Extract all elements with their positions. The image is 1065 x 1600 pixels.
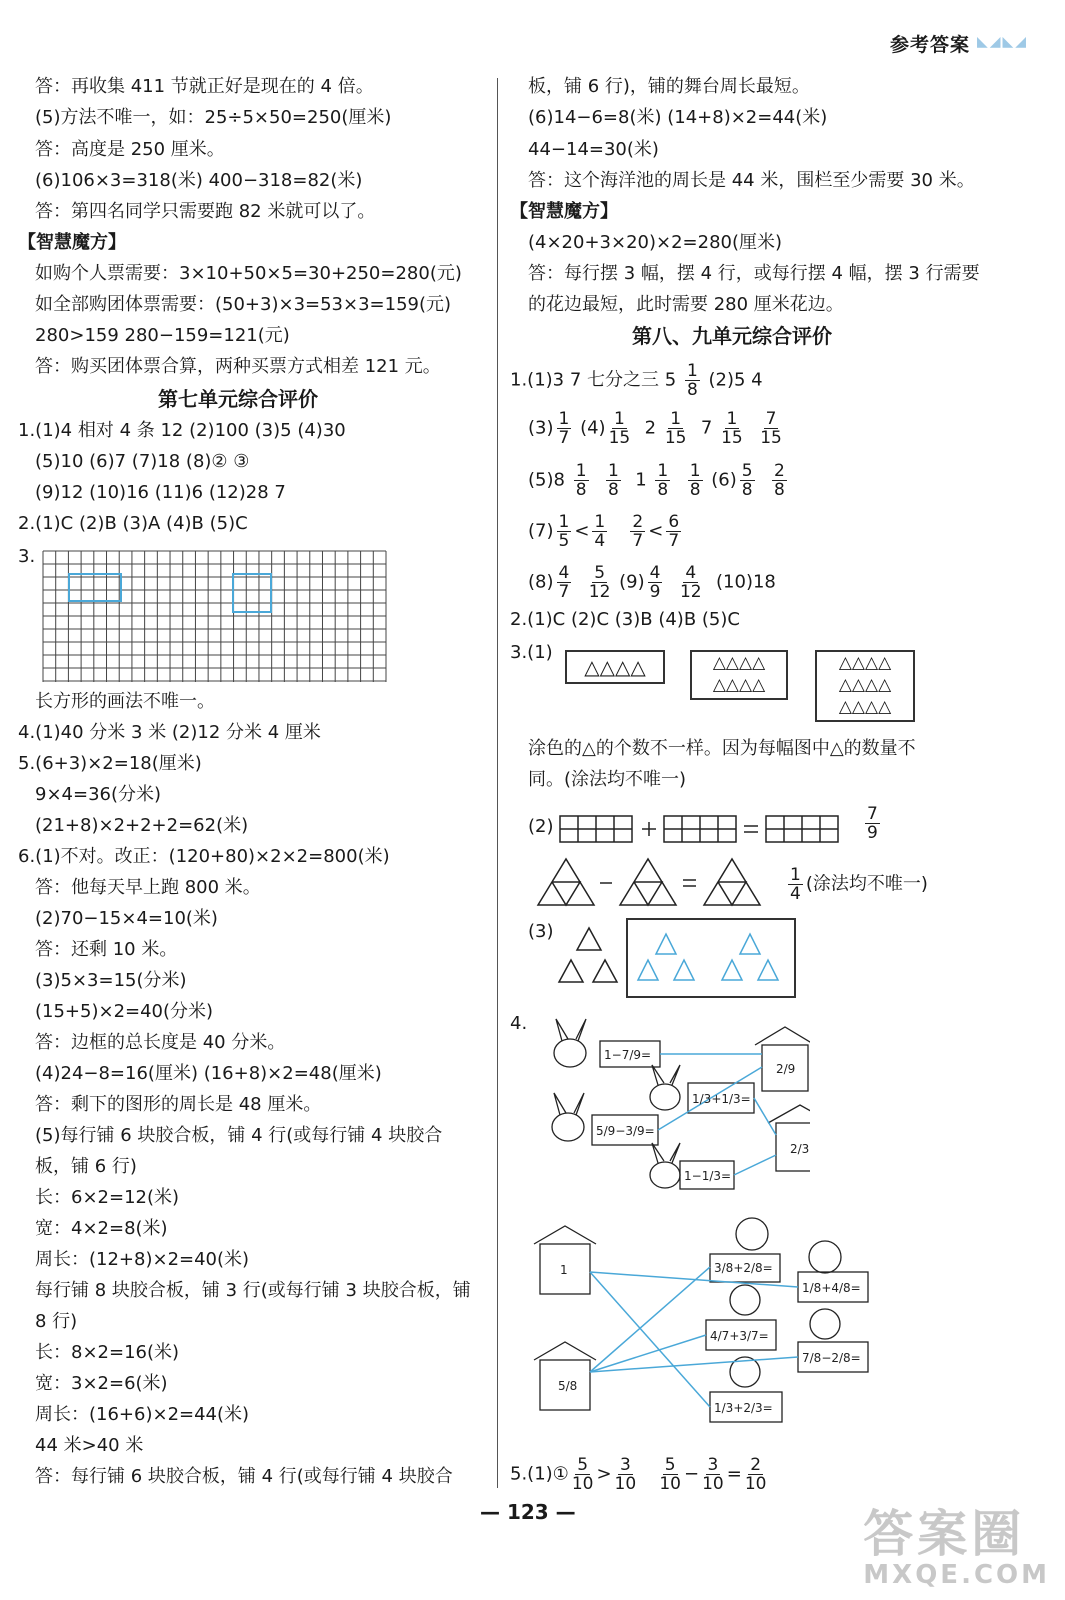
section-label: 【智慧魔方】 [510,201,618,222]
text-line: 每行铺 8 块胶合板，铺 3 行(或每行铺 3 块胶合板，铺 [35,1280,471,1301]
triangle-answer-box [626,918,796,998]
svg-text:5/8: 5/8 [558,1379,578,1393]
fraction: $\frac{7}{15}$ [760,409,782,448]
answer-text: (2)5 4 [708,369,763,391]
fraction: $\frac{4}{7}$ [558,563,570,602]
text-line: (6)14−6=8(米) (14+8)×2=44(米) [528,107,828,128]
fraction: $\frac{1}{5}$ [558,512,570,551]
fraction: $\frac{4}{9}$ [649,563,661,602]
column-divider [497,78,498,1488]
text-line: (2)70−15×4=10(米) [35,908,218,929]
text-line: 周长：(12+8)×2=40(米) [35,1249,250,1270]
text-line: 9×4=36(分米) [35,784,162,805]
text-line: 答：这个海洋池的周长是 44 米，围栏至少需要 30 米。 [528,170,975,191]
text-line: 答：第四名同学只需要跑 82 米就可以了。 [35,201,376,222]
text-line: 答：高度是 250 厘米。 [35,139,225,160]
text-line: (3)5×3=15(分米) [35,970,187,991]
header-title: 参考答案 [889,34,970,56]
rabbit-matching [540,1015,810,1200]
fraction: $\frac{2}{8}$ [774,461,785,500]
text-line: 44−14=30(米) [528,139,659,160]
text-line: 3.(1) [510,642,553,663]
text-line: 同。(涂法均不唯一) [528,769,687,790]
text-line: 8 行) [35,1311,78,1332]
text-line: 280>159 280−159=121(元) [35,325,290,346]
fraction: $\frac{1}{8}$ [686,361,698,400]
page-number: — 123 — [480,1500,576,1524]
section-title: 第七单元综合评价 [158,387,318,411]
square-answer-2 [233,574,271,612]
text-line: 涂色的△的个数不一样。因为每幅图中△的数量不 [528,738,916,759]
fraction: $\frac{5}{8}$ [741,461,753,500]
text-line: 的花边最短，此时需要 280 厘米花边。 [528,294,844,315]
answer-label: (4) [580,417,606,439]
text-line: 答：还剩 10 米。 [35,939,178,960]
text-line: 3. [18,546,36,567]
svg-text:7/8−2/8=: 7/8−2/8= [802,1351,861,1365]
text-line: 答：每行摆 3 幅，摆 4 行，或每行摆 4 幅，摆 3 行需要 [528,263,980,284]
answer-label: (3) [528,921,554,942]
text-line: 5.(6+3)×2=18(厘米) [18,753,202,774]
text-line: 长方形的画法不唯一。 [35,691,215,712]
answer-label: (6) [711,469,737,491]
text-line: 板，铺 6 行) [35,1156,137,1177]
answer-row [528,564,776,601]
text-line: (5)方法不唯一，如：25÷5×50=250(厘米) [35,107,392,128]
text-line: 答：每行铺 6 块胶合板，铺 4 行(或每行铺 4 块胶合 [35,1466,453,1487]
triangle-group [555,920,625,990]
grid-figure [42,550,390,685]
text-line: 宽：3×2=6(米) [35,1373,168,1394]
text-line: 答：购买团体票合算，两种买票方式相差 121 元。 [35,356,441,377]
answer-row [785,866,928,903]
answer-label: (7) [528,520,554,542]
svg-text:1/8+4/8=: 1/8+4/8= [802,1281,861,1295]
answer-text: 1.(1)3 7 七分之三 5 [510,369,677,391]
section-title: 第八、九单元综合评价 [632,324,832,348]
answer-label: (3) [528,417,554,439]
fraction: $\frac{1}{8}$ [689,461,701,500]
text-line: 答：他每天早上跑 800 米。 [35,877,261,898]
svg-text:1−7/9=: 1−7/9= [604,1048,652,1062]
fraction: $\frac{6}{7}$ [668,512,680,551]
svg-text:5/9−3/9=: 5/9−3/9= [596,1124,655,1138]
answer-note: (涂法均不唯一) [805,873,928,895]
text-line: (5)每行铺 6 块胶合板，铺 4 行(或每行铺 4 块胶合 [35,1125,443,1146]
text-line: (5)10 (6)7 (7)18 (8)② ③ [35,451,250,472]
text-line: 如购个人票需要：3×10+50×5=30+250=280(元) [35,263,462,284]
triangle-box-1: △△△△ [565,650,665,684]
fraction: $\frac{1}{15}$ [608,409,631,448]
fraction: $\frac{3}{10}$ [614,1455,637,1494]
svg-text:1/3+2/3=: 1/3+2/3= [714,1401,773,1415]
text-line: 如全部购团体票需要：(50+3)×3=53×3=159(元) [35,294,452,315]
bear-matching [530,1212,870,1437]
fraction: $\frac{7}{9}$ [867,804,878,843]
fraction: $\frac{3}{10}$ [702,1455,724,1494]
answer-row: (7) $\frac{1}{5}$ < $\frac{1}{4}$ $\frac{2}{7}$ < $\frac{6}{7}$ [528,512,680,551]
watermark [863,1494,1050,1590]
fraction: $\frac{5}{10}$ [659,1455,681,1494]
svg-text:4/7+3/7=: 4/7+3/7= [710,1329,769,1343]
answer-label: 5.(1)① [510,1463,569,1485]
fraction: $\frac{4}{12}$ [679,563,702,602]
section-label: 【智慧魔方】 [18,232,126,253]
svg-text:1−1/3=: 1−1/3= [684,1169,732,1183]
fraction: $\frac{1}{15}$ [721,409,743,448]
text-line: (4×20+3×20)×2=280(厘米) [528,232,783,253]
answer-label: (9) [619,571,645,593]
text-line: (15+5)×2=40(分米) [35,1001,214,1022]
fraction: $\frac{1}{4}$ [790,865,801,904]
text-line: 长：6×2=12(米) [35,1187,180,1208]
fraction: $\frac{2}{10}$ [744,1455,767,1494]
answer-row: (5)8 $\frac{1}{8}$ $\frac{1}{8}$ 1 $\frac{1}{8}$ $\frac{1}{8}$ (6) $\frac{5}{8}$ $\frac{2}{8}$ [528,461,785,500]
text-line: 答：再收集 411 节就正好是现在的 4 倍。 [35,76,374,97]
text-line: 周长：(16+6)×2=44(米) [35,1404,250,1425]
answer-text: (10)18 [716,571,776,593]
text-line: 答：边框的总长度是 40 分米。 [35,1032,286,1053]
text-line: 6.(1)不对。改正：(120+80)×2×2=800(米) [18,846,390,867]
svg-text:2/9: 2/9 [776,1062,796,1076]
fraction-bars [558,812,888,847]
fraction: $\frac{5}{12}$ [588,563,611,602]
text-line: 4. [510,1013,528,1034]
text-line: (9)12 (10)16 (11)6 (12)28 7 [35,482,286,503]
fraction: $\frac{1}{7}$ [558,409,570,448]
watermark-logo: 答案圈 [863,1505,1026,1563]
fraction: $\frac{1}{15}$ [664,409,687,448]
header-decoration: ◣◢◣◢ [977,34,1029,50]
text-line: 宽：4×2=8(米) [35,1218,168,1239]
answer-row: 5.(1)① $\frac{5}{10}$ > $\frac{3}{10}$ $\frac{5}{10}$ − $\frac{3}{10}$ = $\frac{2}{10}$ [510,1455,767,1494]
svg-text:1: 1 [560,1263,568,1277]
answer-label: (5)8 [528,469,565,491]
text-line: (4)24−8=16(厘米) (16+8)×2=48(厘米) [35,1063,382,1084]
text-line: 2.(1)C (2)B (3)A (4)B (5)C [18,513,248,534]
triangle-box-2: △△△△ △△△△ [690,650,788,700]
fraction: $\frac{2}{7}$ [632,512,644,551]
fraction: $\frac{5}{10}$ [571,1455,594,1494]
text-line: 板，铺 6 行)，铺的舞台周长最短。 [528,76,810,97]
answer-row: (3) $\frac{1}{7}$ (4) $\frac{1}{15}$ 2 $\frac{1}{15}$ 7 $\frac{1}{15}$ $\frac{7}{15}$ [528,409,782,448]
svg-text:1/3+1/3=: 1/3+1/3= [692,1092,751,1106]
text-line: (6)106×3=318(米) 400−318=82(米) [35,170,363,191]
triangle-fractions [528,855,778,910]
triangle-box-3: △△△△ △△△△ △△△△ [815,650,915,722]
answer-label: (2) [528,816,554,837]
answer-row [510,362,763,399]
fraction: $\frac{1}{4}$ [594,512,606,551]
text-line: (21+8)×2+2+2=62(米) [35,815,249,836]
text-line: 2.(1)C (2)C (3)B (4)B (5)C [510,609,740,630]
svg-text:2/3: 2/3 [790,1142,810,1156]
text-line: 1.(1)4 相对 4 条 12 (2)100 (3)5 (4)30 [18,420,346,441]
fraction: $\frac{1}{8}$ [657,461,669,500]
watermark-url: MXQE.COM [863,1560,1050,1590]
rectangle-answer-1 [69,574,121,601]
text-line: 长：8×2=16(米) [35,1342,180,1363]
answer-label: (8) [528,571,554,593]
text-line: 4.(1)40 分米 3 米 (2)12 分米 4 厘米 [18,722,321,743]
fraction: $\frac{1}{8}$ [575,461,587,500]
fraction: $\frac{1}{8}$ [607,461,619,500]
svg-text:3/8+2/8=: 3/8+2/8= [714,1261,773,1275]
text-line: 答：剩下的图形的周长是 48 厘米。 [35,1094,322,1115]
text-line: 44 米>40 米 [35,1435,144,1456]
